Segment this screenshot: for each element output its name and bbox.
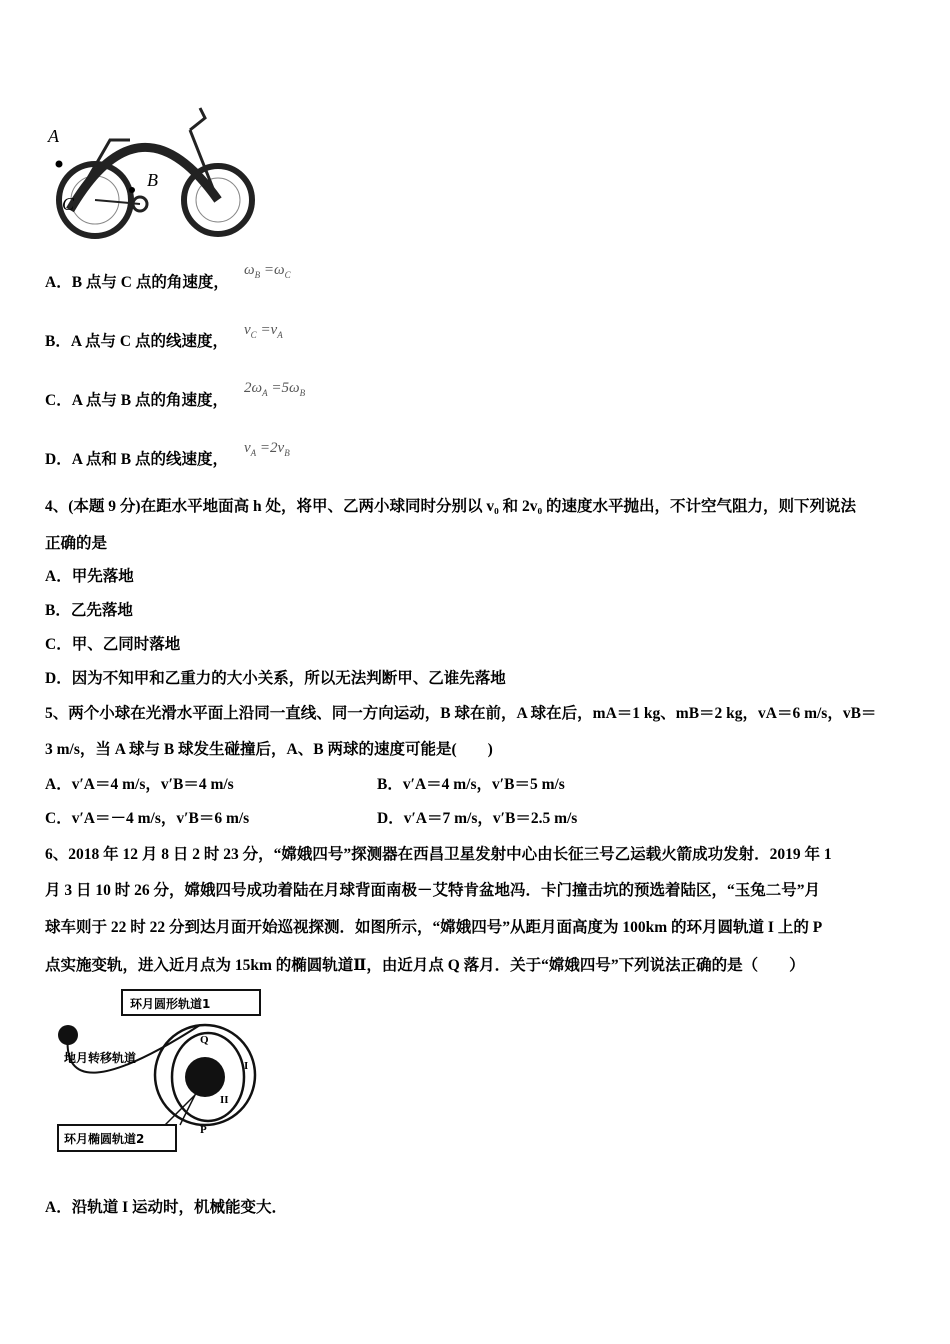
q6-option-a: A．沿轨道 I 运动时，机械能变大． bbox=[45, 1199, 287, 1216]
bicycle-figure bbox=[40, 100, 270, 240]
q4-stem-line1: 4、(本题 9 分)在距水平地面高 h 处，将甲、乙两小球同时分别以 v₀ 和 2v₀ 的速度水平抛出，不计空气阻力，则下列说法 bbox=[45, 498, 856, 515]
q4-option-d: D．因为不知甲和乙重力的大小关系，所以无法判断甲、乙谁先落地 bbox=[45, 670, 506, 687]
label-ii: II bbox=[220, 1094, 229, 1106]
label-i: I bbox=[244, 1060, 249, 1072]
label-a: A bbox=[48, 126, 59, 146]
q5-stem-line1: 5、两个小球在光滑水平面上沿同一直线、同一方向运动，B 球在前，A 球在后，mA＝1 kg、mB＝2 kg，vA＝6 m/s，vB＝ bbox=[45, 705, 877, 722]
point-a-marker bbox=[56, 161, 63, 168]
earth-icon bbox=[58, 1025, 78, 1045]
q6-stem-line3: 球车则于 22 时 22 分到达月面开始巡视探测．如图所示，“嫦娥四号”从距月面高度为 100km 的环月圆轨道 I 上的 P bbox=[45, 919, 823, 936]
label-c: C bbox=[62, 194, 75, 214]
label-q: Q bbox=[200, 1034, 209, 1046]
label-circular-orbit: 环月圆形轨道1 bbox=[130, 997, 211, 1011]
q5-stem-line2: 3 m/s，当 A 球与 B 球发生碰撞后，A、B 两球的速度可能是( ) bbox=[45, 741, 493, 758]
q3-option-a: A．B 点与 C 点的角速度， bbox=[45, 274, 229, 291]
moon-icon bbox=[185, 1057, 225, 1097]
q4-stem-line2: 正确的是 bbox=[45, 535, 108, 552]
q5-option-a: A．v′A＝4 m/s，v′B＝4 m/s bbox=[45, 776, 234, 793]
q6-stem-line4: 点实施变轨，进入近月点为 15km 的椭圆轨道Ⅱ，由近月点 Q 落月．关于“嫦娥四号”下列说法正确的是（ ） bbox=[45, 957, 805, 974]
label-transfer-orbit: 地月转移轨道 bbox=[64, 1051, 137, 1065]
q4-option-a: A．甲先落地 bbox=[45, 568, 134, 585]
q3-option-d: D．A 点和 B 点的线速度， bbox=[45, 451, 229, 468]
q6-stem-line1: 6、2018 年 12 月 8 日 2 时 23 分，“嫦娥四号”探测器在西昌卫星发射中心由长征三号乙运载火箭成功发射．2019 年 1 bbox=[45, 846, 832, 863]
point-b-marker bbox=[129, 187, 135, 193]
q3-option-c-formula: $2\omega_A =5\omega_B$ bbox=[244, 380, 306, 398]
q5-option-b: B．v′A＝4 m/s，v′B＝5 m/s bbox=[377, 776, 565, 793]
q4-option-b: B．乙先落地 bbox=[45, 602, 133, 619]
q5-option-d: D．v′A＝7 m/s，v′B＝2.5 m/s bbox=[377, 810, 578, 827]
q6-stem-line2: 月 3 日 10 时 26 分，嫦娥四号成功着陆在月球背面南极－艾特肯盆地冯．卡门撞击坑的预选着陆区，“玉兔二号”月 bbox=[45, 882, 821, 899]
q3-option-b: B．A 点与 C 点的线速度， bbox=[45, 333, 229, 350]
q3-option-a-formula: $\omega_B =\omega_C$ bbox=[244, 262, 291, 280]
q4-option-c: C．甲、乙同时落地 bbox=[45, 636, 181, 653]
q3-option-c: C．A 点与 B 点的角速度， bbox=[45, 392, 229, 409]
label-elliptical-orbit: 环月椭圆轨道2 bbox=[64, 1132, 145, 1146]
lunar-orbit-figure bbox=[50, 985, 270, 1160]
q3-option-b-formula: $v_C =v_A$ bbox=[244, 322, 283, 340]
q5-option-c: C．v′A＝－4 m/s，v′B＝6 m/s bbox=[45, 810, 250, 827]
q3-option-d-formula: $v_A =2v_B$ bbox=[244, 440, 290, 458]
label-b: B bbox=[147, 170, 158, 190]
label-p: P bbox=[200, 1124, 207, 1136]
